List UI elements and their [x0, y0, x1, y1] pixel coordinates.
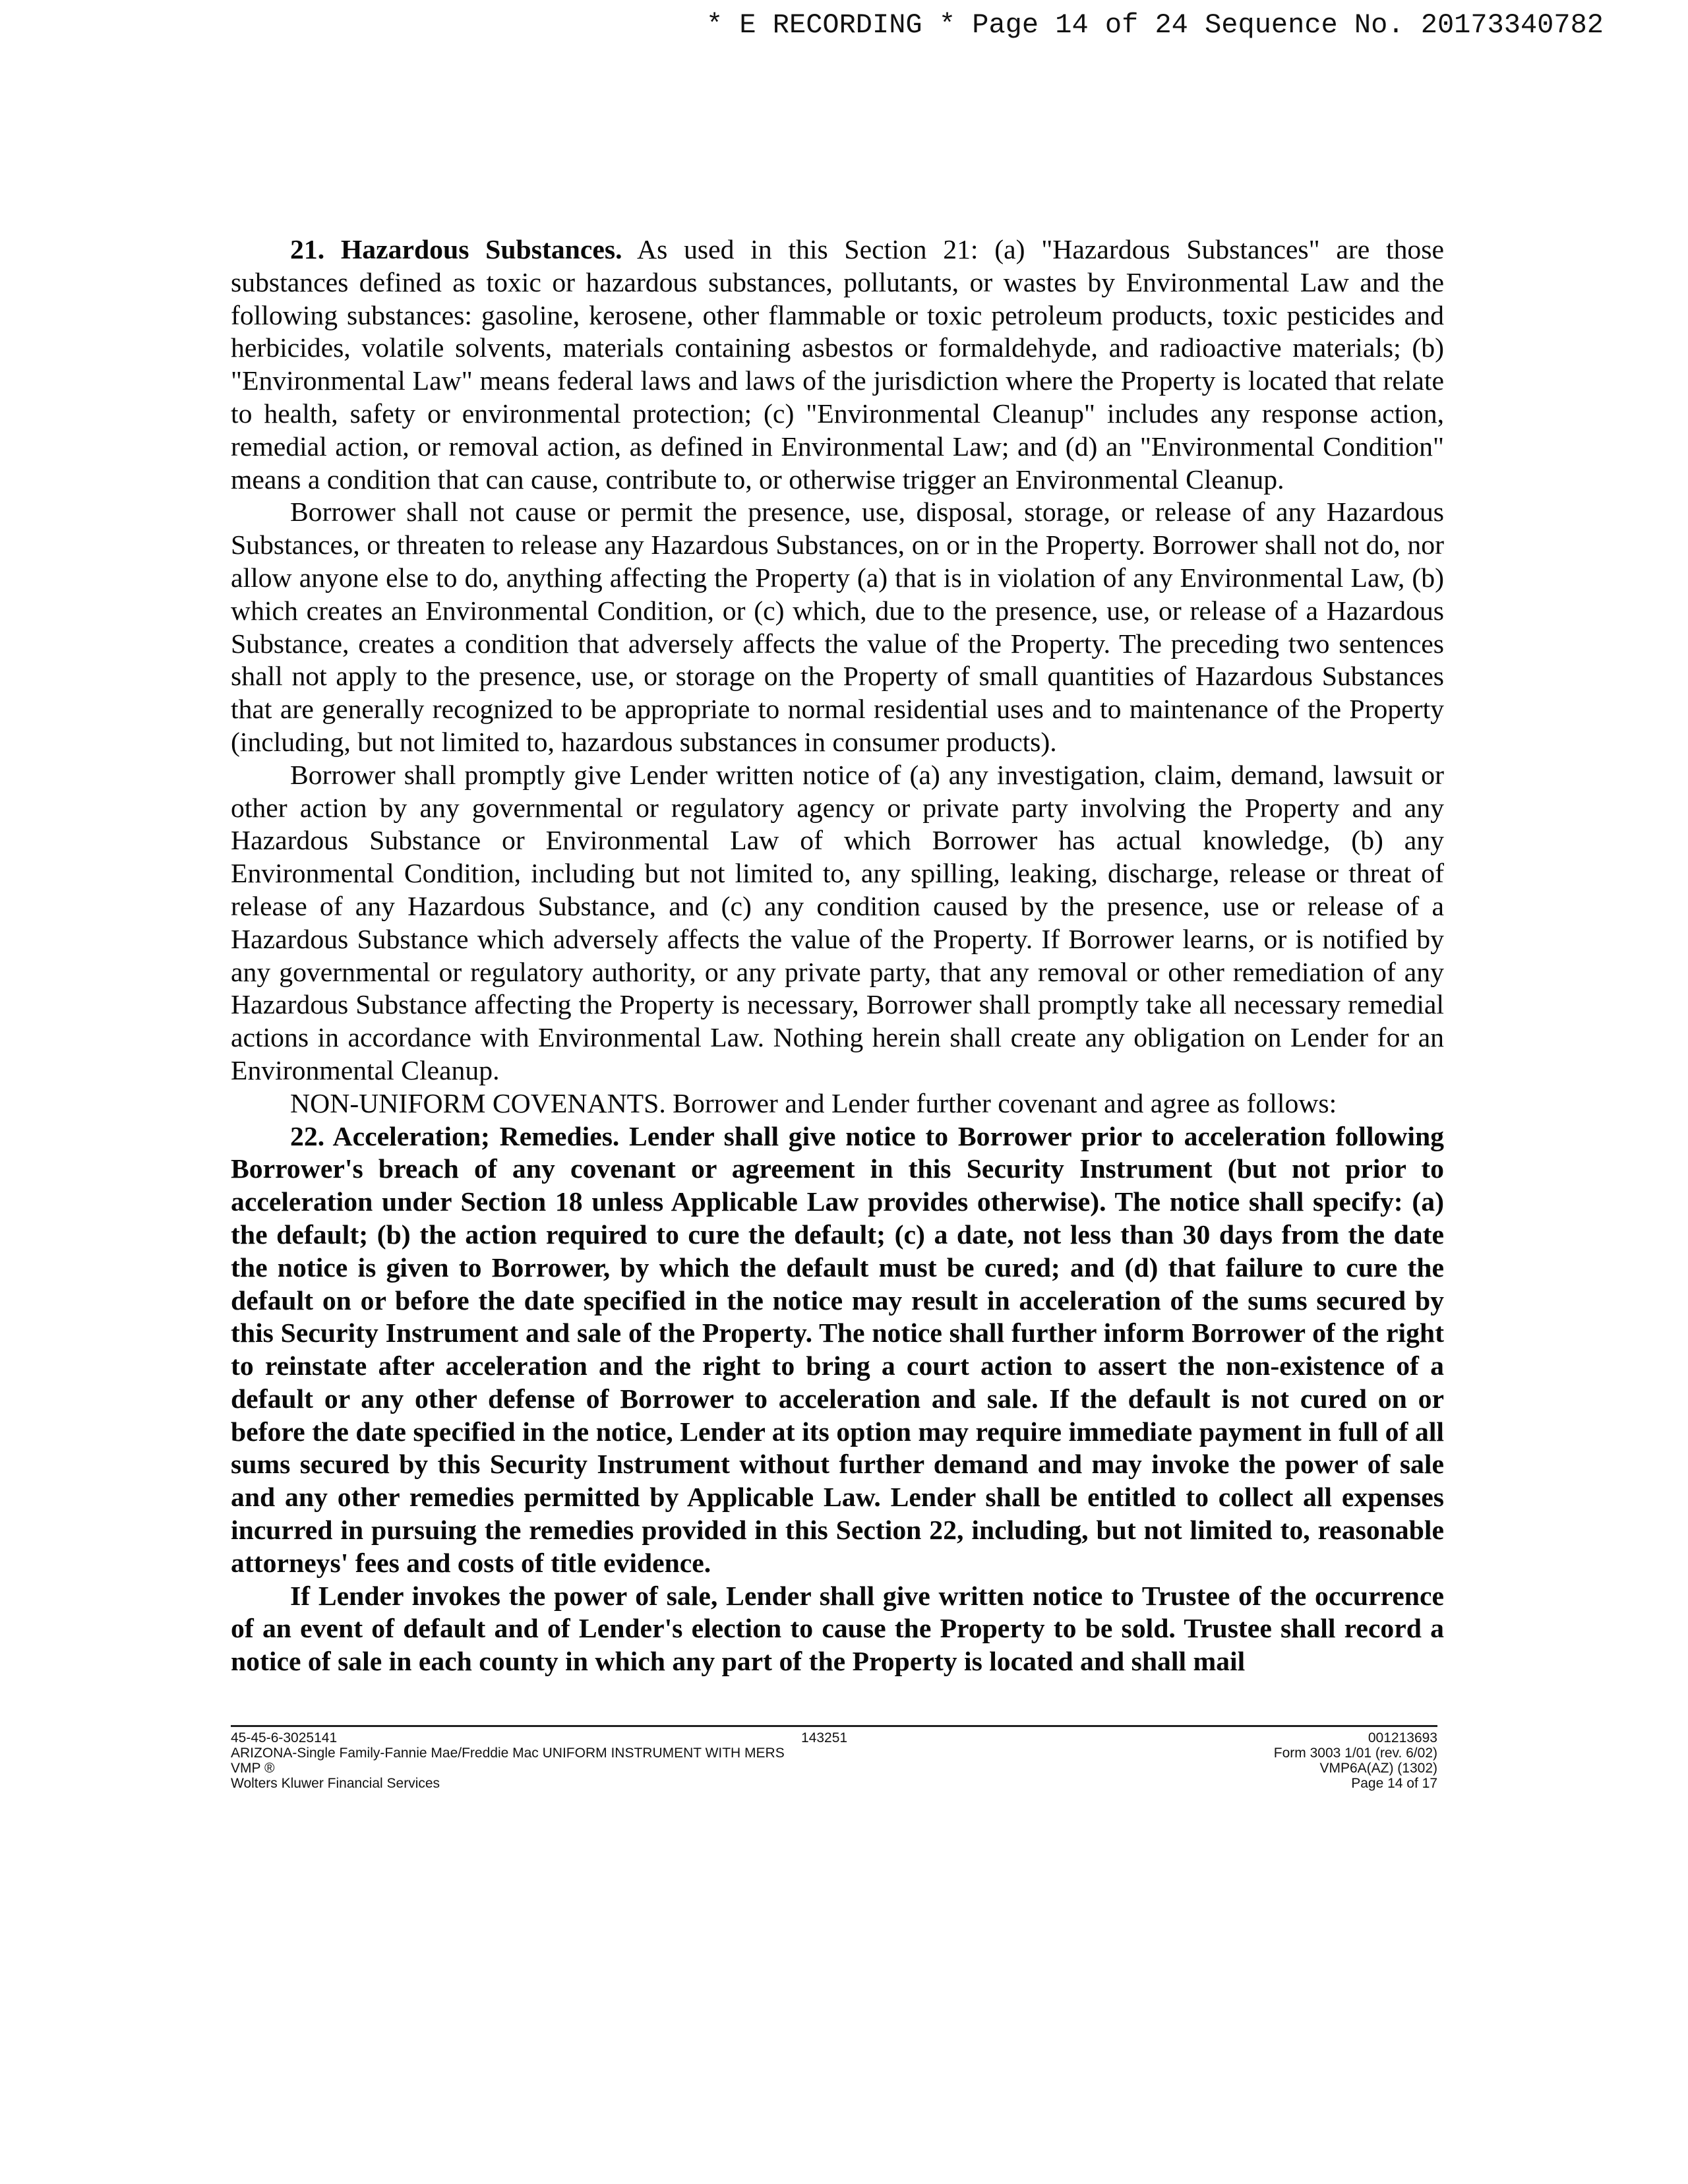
- section-21-paragraph-2: Borrower shall not cause or permit the presence, use, disposal, storage, or release of any Hazardous Substances, or threaten to release any Hazardous Substances, on or in the Property. Borrower shall not do, nor allow anyone else to do, anything affecting the Property (a) that is in violation of any Environmental Law, (b) which creates an Environmental Condition, or (c) which, due to the presence, use, or release of a Hazardous Substance, creates a condition that adversely affects the value of the Property. The preceding two sentences shall not apply to the presence, use, or storage on the Property of small quantities of Hazardous Substances that are generally recognized to be appropriate to normal residential uses and to maintenance of the Property (including, but not limited to, hazardous substances in consumer products).: [231, 497, 1444, 758]
- footer-center: [801, 1730, 847, 1745]
- form-description: ARIZONA-Single Family-Fannie Mae/Freddie Mac UNIFORM INSTRUMENT WITH MERS: [231, 1745, 785, 1761]
- section-21-text-1: As used in this Section 21: (a) "Hazardous Substances" are those substances defined as toxic or hazardous substances, pollutants, or wastes by Environmental Law and the following substances: gasoline, kerosene, other flammable or toxic petroleum products, toxic pesticides and herbicides, volatile solvents, materials containing asbestos or formaldehyde, and radioactive materials; (b) "Environmental Law" means federal laws and laws of the jurisdiction where the Property is located that relate to health, safety or environmental protection; (c) "Environmental Cleanup" includes any response action, remedial action, or removal action, as defined in Environmental Law; and (d) an "Environmental Condition" means a condition that can cause, contribute to, or otherwise trigger an Environmental Cleanup.: [231, 235, 1444, 495]
- form-number: Form 3003 1/01 (rev. 6/02): [1273, 1745, 1437, 1761]
- vmp-mark: VMP ®: [231, 1761, 275, 1776]
- footer-right: [1274, 1730, 1437, 1791]
- page-footer: [231, 1730, 1437, 1803]
- publisher: Wolters Kluwer Financial Services: [231, 1776, 440, 1791]
- section-22-paragraph-1: [231, 1121, 1444, 1581]
- section-22-paragraph-2: If Lender invokes the power of sale, Lender shall give written notice to Trustee of the occurrence of an event of default and of Lender's election to cause the Property to be sold. Trustee shall record a notice of sale in each county in which any part of the Property is located and shall mail: [231, 1581, 1444, 1678]
- loan-number: 45-45-6-3025141: [231, 1730, 338, 1745]
- section-22-heading: 22. Acceleration; Remedies.: [290, 1121, 620, 1152]
- section-21-paragraph-3: Borrower shall promptly give Lender written notice of (a) any investigation, claim, demand, lawsuit or other action by any governmental or regulatory agency or private party involving the Property and any Hazardous Substance or Environmental Law of which Borrower has actual knowledge, (b) any Environmental Condition, including but not limited to, any spilling, leaking, discharge, release or threat of release of any Hazardous Substance, and (c) any condition caused by the presence, use or release of a Hazardous Substance which adversely affects the value of the Property. If Borrower learns, or is notified by any governmental or regulatory authority, or any private party, that any removal or other remediation of any Hazardous Substance affecting the Property is necessary, Borrower shall promptly take all necessary remedial actions in accordance with Environmental Law. Nothing herein shall create any obligation on Lender for an Environmental Cleanup.: [231, 760, 1444, 1086]
- section-21-paragraph-1: [231, 234, 1444, 497]
- document-body: [231, 234, 1444, 1679]
- non-uniform-covenants: NON-UNIFORM COVENANTS. Borrower and Lender further covenant and agree as follows:: [290, 1088, 1337, 1119]
- footer-center-code: 143251: [801, 1730, 848, 1745]
- section-22-text-1: Lender shall give notice to Borrower prior to acceleration following Borrower's breach of any covenant or agreement in this Security Instrument (but not prior to acceleration under Section 18 unless Applicable Law provides otherwise). The notice shall specify: (a) the default; (b) the action required to cure the default; (c) a date, not less than 30 days from the date the notice is given to Borrower, by which the default must be cured; and (d) that failure to cure the default on or before the date specified in the notice may result in acceleration of the sums secured by this Security Instrument and sale of the Property. The notice shall further inform Borrower of the right to reinstate after acceleration and the right to bring a court action to assert the non-existence of a default or any other defense of Borrower to acceleration and sale. If the default is not cured on or before the date specified in the notice, Lender at its option may require immediate payment in full of all sums secured by this Security Instrument without further demand and may invoke the power of sale and any other remedies permitted by Applicable Law. Lender shall be entitled to collect all expenses incurred in pursuing the remedies provided in this Section 22, including, but not limited to, reasonable attorneys' fees and costs of title evidence.: [231, 1121, 1444, 1579]
- page-number: Page 14 of 17: [1351, 1776, 1437, 1791]
- recording-stamp: * E RECORDING * Page 14 of 24 Sequence No. 20173340782: [706, 9, 1604, 41]
- form-code: VMP6A(AZ) (1302): [1319, 1761, 1437, 1776]
- section-21-heading: 21. Hazardous Substances.: [290, 235, 622, 265]
- footer-divider: [231, 1725, 1437, 1727]
- document-id: 001213693: [1368, 1730, 1437, 1745]
- footer-left: [231, 1730, 785, 1791]
